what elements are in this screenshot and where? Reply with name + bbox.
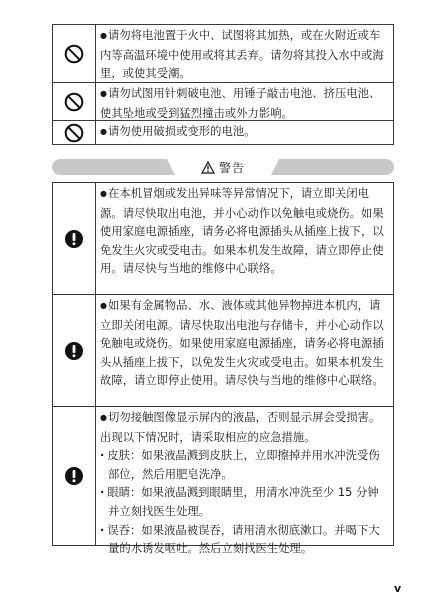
prohibition-block [52,24,394,145]
prohibition-row [53,121,393,144]
prohibition-row [53,83,393,121]
warning-content [96,407,393,556]
warning-text: ● 切勿接触图像显示屏内的液晶，否则显示屏会受损害。出现以下情况时，请采取相应的应急措施。 [100,409,389,447]
warning-text: ● 在本机冒烟或发出异味等异常情况下，请立即关闭电源。请尽快取出电池，并小心动作以免触电或烧伤。如果使用家庭电源插座，请务必将电源插头从插座上拔下，以免发生火灾或受电击。如果本机发生故障，请立即停止使用。请尽快与当地的维修中心联络。 [96,183,393,294]
list-item: · 误吞：如果液晶被误吞，请用清水彻底漱口。并喝下大量的水诱发呕吐。然后立刻找医生处理。 [100,522,389,559]
exclamation-icon [53,183,96,294]
prohibited-icon [53,25,96,82]
page-number: v [394,582,402,595]
warning-block [52,182,394,556]
list-item: · 皮肤：如果液晶溅到皮肤上，立即擦掉并用水冲洗受伤部位，然后用肥皂洗净。 [100,447,389,484]
exclamation-icon [53,407,96,545]
warning-row [53,183,393,295]
prohibition-text: ● 请勿将电池置于火中、试图将其加热，或在火附近或车内等高温环境中使用或将其丢弃。请勿将其投入水中或海里，或使其受潮。 [96,25,393,82]
warning-label: 警告 [218,160,245,175]
warning-row [53,295,393,407]
warning-row [53,407,393,556]
warning-text: ● 如果有金属物品、水、液体或其他异物掉进本机内，请立即关闭电源。请尽快取出电池与存储卡，并小心动作以免触电或烧伤。如果使用家庭电源插座，请务必将电源插头从插座上拔下，以免发生火灾或受电击。如果本机发生故障，请立即停止使用。请尽快与当地的维修中心联络。 [96,295,393,406]
warning-banner [52,159,394,175]
prohibited-icon [53,83,96,120]
prohibition-text: ● 请勿使用破损或变形的电池。 [96,121,393,144]
warning-triangle-icon [201,161,215,174]
exclamation-icon [53,295,96,406]
prohibition-text: ● 请勿试图用针刺破电池、用锤子敲击电池、挤压电池、使其坠地或受到猛烈撞击或外力影响。 [96,83,393,120]
prohibition-row [53,25,393,83]
prohibited-icon [53,121,96,144]
list-item: · 眼睛：如果液晶溅到眼睛里，用清水冲洗至少 15 分钟并立刻找医生处理。 [100,484,389,521]
